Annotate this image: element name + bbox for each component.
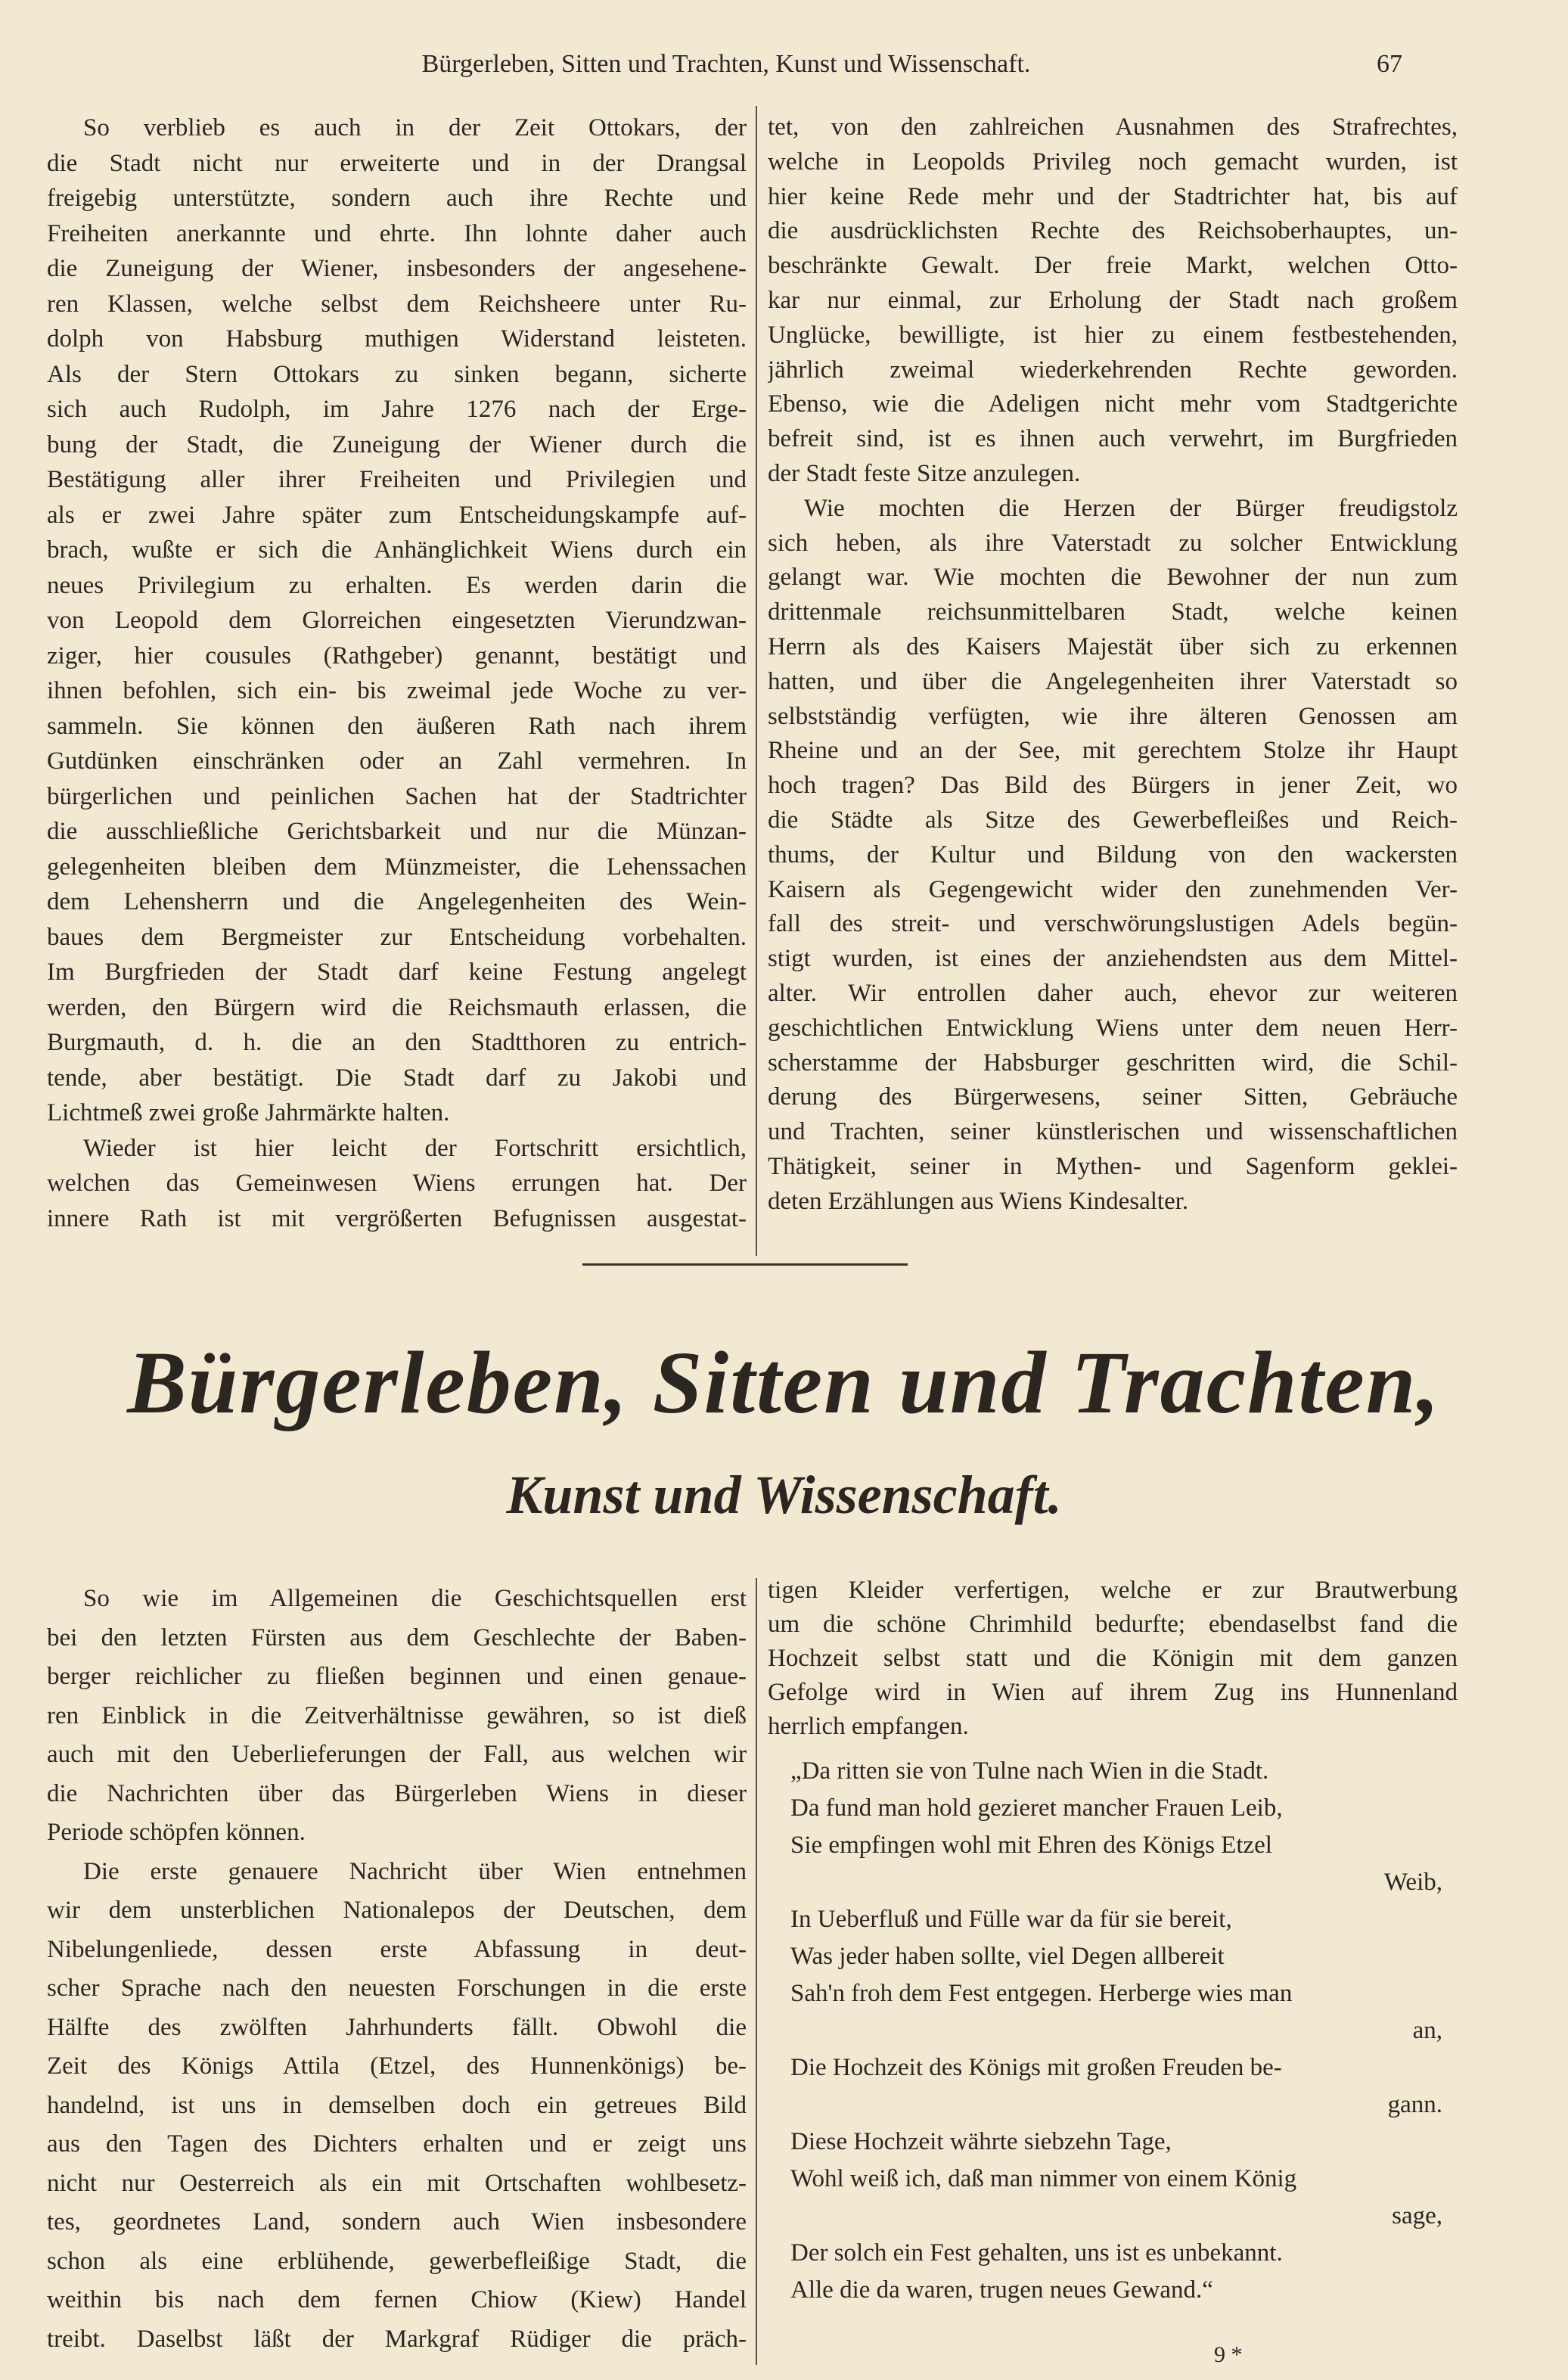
text-line: von Leopold dem Glorreichen eingesetzten Vierundzwan-	[47, 607, 747, 634]
paragraph	[47, 1580, 747, 1853]
text-line: drittenmale reichsunmittelbaren Stadt, welche keinen	[768, 598, 1458, 626]
text-line: jährlich zweimal wiederkehrenden Rechte geworden.	[768, 356, 1458, 384]
text-line: weithin bis nach dem fernen Chiow (Kiew) Handel	[47, 2286, 747, 2313]
text-line: befreit sind, ist es ihnen auch verwehrt, im Burgfrieden	[768, 425, 1458, 453]
text-line: Nibelungenliede, dessen erste Abfassung in deut-	[47, 1935, 747, 1963]
text-line: sich auch Rudolph, im Jahre 1276 nach der Erge-	[47, 396, 747, 423]
column-divider	[756, 106, 757, 1256]
verse-quotation	[768, 1753, 1442, 2309]
text-line: Lichtmeß zwei große Jahrmärkte halten.	[47, 1099, 450, 1126]
text-line: Rheine und an der See, mit gerechtem Stolze ihr Haupt	[768, 737, 1458, 765]
text-line: Burgmauth, d. h. die an den Stadtthoren zu entrich-	[47, 1029, 747, 1056]
text-line: fall des streit- und verschwörungslustigen Adels begün-	[768, 910, 1458, 938]
text-line: alter. Wir entrollen daher auch, ehevor zur weiteren	[768, 979, 1458, 1007]
text-line: gelangt war. Wie mochten die Bewohner der nun zum	[768, 564, 1458, 592]
text-line: derung des Bürgerwesens, seiner Sitten, Gebräuche	[768, 1083, 1458, 1111]
text-line: Der solch ein Fest gehalten, uns ist es unbekannt.	[790, 2239, 1283, 2267]
text-line: an,	[1412, 2017, 1442, 2044]
prose-paragraph	[768, 1574, 1458, 1744]
text-line: handelnd, ist uns in demselben doch ein getreues Bild	[47, 2091, 747, 2119]
text-line: ziger, hier cousules (Rathgeber) genannt, bestätigt und	[47, 642, 747, 670]
text-line: Bestätigung aller ihrer Freiheiten und Privilegien und	[47, 466, 747, 493]
text-line: So wie im Allgemeinen die Geschichtsquellen erst	[83, 1585, 747, 1612]
text-line: thums, der Kultur und Bildung von den wackersten	[768, 840, 1458, 868]
text-line: auch mit den Ueberlieferungen der Fall, aus welchen wir	[47, 1741, 747, 1768]
text-line: In Ueberfluß und Fülle war da für sie bereit,	[790, 1906, 1232, 1933]
text-line: dolph von Habsburg muthigen Widerstand leisteten.	[47, 325, 747, 353]
paragraph	[768, 492, 1458, 1220]
text-line: selbstständig verfügten, wie ihre älteren Genossen am	[768, 702, 1458, 730]
text-line: Diese Hochzeit währte siebzehn Tage,	[790, 2128, 1172, 2155]
text-line: Ebenso, wie die Adeligen nicht mehr vom Stadtgerichte	[768, 390, 1458, 418]
text-line: Gefolge wird in Wien auf ihrem Zug ins Hunnenland	[768, 1679, 1458, 1706]
text-line: welche in Leopolds Privileg noch gemacht wurden, ist	[768, 148, 1458, 176]
text-line: herrlich empfangen.	[768, 1713, 969, 1740]
text-line: stigt wurden, ist eines der anziehendsten aus dem Mittel-	[768, 945, 1458, 973]
text-line: Thätigkeit, seiner in Mythen- und Sagenform geklei-	[768, 1152, 1458, 1180]
text-line: Herrn als des Kaisers Majestät über sich zu erkennen	[768, 632, 1458, 660]
text-line: Periode schöpfen können.	[47, 1819, 306, 1846]
text-line: baues dem Bergmeister zur Entscheidung vorbehalten.	[47, 923, 747, 951]
text-line: Kaisern als Gegengewicht wider den zunehmenden Ver-	[768, 875, 1458, 903]
text-line: der Stadt feste Sitze anzulegen.	[768, 459, 1081, 487]
text-line: dem Lehensherrn und die Angelegenheiten des Wein-	[47, 888, 747, 915]
running-header	[0, 47, 1568, 85]
text-line: bung der Stadt, die Zuneigung der Wiener durch die	[47, 430, 747, 458]
text-line: sich heben, als ihre Vaterstadt zu solcher Entwicklung	[768, 529, 1458, 557]
text-line: ihnen befohlen, sich ein- bis zweimal jede Woche zu ver-	[47, 677, 747, 704]
text-line: scherstamme der Habsburger geschritten wird, die Schil-	[768, 1049, 1458, 1077]
paragraph	[47, 1131, 747, 1237]
text-line: Da fund man hold gezieret mancher Frauen Leib,	[790, 1794, 1283, 1822]
paragraph	[768, 110, 1458, 492]
text-line: treibt. Daselbst läßt der Markgraf Rüdiger die präch-	[47, 2325, 747, 2353]
text-line: die Städte als Sitze des Gewerbefleißes und Reich-	[768, 806, 1458, 834]
text-line: Als der Stern Ottokars zu sinken begann, sicherte	[47, 360, 747, 388]
text-line: innere Rath ist mit vergrößerten Befugnissen ausgestat-	[47, 1204, 747, 1232]
text-line: geschichtlichen Entwicklung Wiens unter dem neuen Herr-	[768, 1014, 1458, 1042]
text-line: So verblieb es auch in der Zeit Ottokars, der	[83, 114, 747, 141]
text-line: brach, wußte er sich die Anhänglichkeit Wiens durch ein	[47, 536, 747, 564]
sheet-signature: 9 *	[1214, 2342, 1243, 2367]
text-line: freigebig unterstützte, sondern auch ihre Rechte und	[47, 185, 747, 212]
text-line: Wohl weiß ich, daß man nimmer von einem König	[790, 2165, 1297, 2192]
section-subtitle: Kunst und Wissenschaft.	[506, 1465, 1062, 1525]
section-title: Bürgerleben, Sitten und Trachten,	[127, 1333, 1441, 1432]
bottom-right-column	[768, 1574, 1458, 2309]
text-line: welchen das Gemeinwesen Wiens errungen hat. Der	[47, 1170, 747, 1197]
text-line: „Da ritten sie von Tulne nach Wien in die Stadt.	[790, 1757, 1269, 1785]
text-line: bei den letzten Fürsten aus dem Geschlechte der Baben-	[47, 1623, 747, 1651]
paragraph	[47, 1853, 747, 2360]
text-line: die Stadt nicht nur erweiterte und in der Drangsal	[47, 149, 747, 177]
text-line: aus den Tagen des Dichters erhalten und er zeigt uns	[47, 2130, 747, 2158]
text-line: Wie mochten die Herzen der Bürger freudigstolz	[804, 494, 1458, 522]
text-line: als er zwei Jahre später zum Entscheidungskampfe auf-	[47, 501, 747, 529]
text-line: hatten, und über die Angelegenheiten ihrer Vaterstadt so	[768, 667, 1458, 695]
top-right-column	[768, 110, 1458, 1220]
text-line: tes, geordnetes Land, sondern auch Wien insbesondere	[47, 2208, 747, 2236]
text-line: Hälfte des zwölften Jahrhunderts fällt. Obwohl die	[47, 2013, 747, 2041]
text-line: Wieder ist hier leicht der Fortschritt ersichtlich,	[83, 1134, 747, 1162]
text-line: die Nachrichten über das Bürgerleben Wiens in dieser	[47, 1779, 747, 1807]
text-line: Sah'n froh dem Fest entgegen. Herberge wies man	[790, 1980, 1293, 2007]
text-line: Die Hochzeit des Königs mit großen Freuden be-	[790, 2054, 1282, 2081]
text-line: bürgerlichen und peinlichen Sachen hat der Stadtrichter	[47, 782, 747, 810]
text-line: beschränkte Gewalt. Der freie Markt, welchen Otto-	[768, 252, 1458, 280]
text-line: ren Klassen, welche selbst dem Reichsheere unter Ru-	[47, 290, 747, 318]
text-line: schon als eine erblühende, gewerbefleißige Stadt, die	[47, 2247, 747, 2275]
text-line: und Trachten, seiner künstlerischen und wissenschaftlichen	[768, 1118, 1458, 1146]
text-line: nicht nur Oesterreich als ein mit Ortschaften wohlbesetz-	[47, 2169, 747, 2197]
text-line: tigen Kleider verfertigen, welche er zur Brautwerbung	[768, 1577, 1458, 1604]
text-line: gelegenheiten bleiben dem Münzmeister, die Lehenssachen	[47, 853, 747, 881]
text-line: Hochzeit selbst statt und die Königin mit dem ganzen	[768, 1645, 1458, 1672]
text-line: werden, den Bürgern wird die Reichsmauth erlassen, die	[47, 993, 747, 1021]
text-line: Gutdünken einschränken oder an Zahl vermehren. In	[47, 747, 747, 775]
text-line: um die schöne Chrimhild bedurfte; ebendaselbst fand die	[768, 1611, 1458, 1638]
text-line: hier keine Rede mehr und der Stadtrichter hat, bis auf	[768, 182, 1458, 210]
text-line: ren Einblick in die Zeitverhältnisse gewähren, so ist dieß	[47, 1701, 747, 1729]
text-line: die ausschließliche Gerichtsbarkeit und nur die Münzan-	[47, 818, 747, 845]
text-line: Zeit des Königs Attila (Etzel, des Hunnenkönigs) be-	[47, 2052, 747, 2080]
text-line: tet, von den zahlreichen Ausnahmen des Strafrechtes,	[768, 113, 1458, 141]
bottom-left-column	[47, 1580, 747, 2359]
text-line: die Zuneigung der Wiener, insbesonders der angesehene-	[47, 255, 747, 282]
text-line: Was jeder haben sollte, viel Degen allbereit	[790, 1943, 1225, 1970]
text-line: hoch tragen? Das Bild des Bürgers in jener Zeit, wo	[768, 772, 1458, 800]
text-line: Im Burgfrieden der Stadt darf keine Festung angelegt	[47, 959, 747, 986]
top-left-column	[47, 110, 747, 1236]
text-line: tende, aber bestätigt. Die Stadt darf zu Jakobi und	[47, 1064, 747, 1092]
text-line: Sie empfingen wohl mit Ehren des Königs Etzel	[790, 1832, 1272, 1859]
paragraph	[47, 110, 747, 1131]
text-line: sammeln. Sie können den äußeren Rath nach ihrem	[47, 712, 747, 740]
text-line: Weib,	[1383, 1869, 1442, 1896]
text-line: gann.	[1387, 2091, 1442, 2118]
text-line: deten Erzählungen aus Wiens Kindesalter.	[768, 1187, 1189, 1215]
section-rule	[582, 1263, 908, 1266]
text-line: neues Privilegium zu erhalten. Es werden darin die	[47, 571, 747, 599]
text-line: wir dem unsterblichen Nationalepos der Deutschen, dem	[47, 1897, 747, 1924]
text-line: die ausdrücklichsten Rechte des Reichsoberhauptes, un-	[768, 217, 1458, 245]
text-line: berger reichlicher zu fließen beginnen und einen genaue-	[47, 1663, 747, 1690]
text-line: scher Sprache nach den neuesten Forschungen in die erste	[47, 1975, 747, 2002]
text-line: Alle die da waren, trugen neues Gewand.“	[790, 2276, 1213, 2304]
text-line: sage,	[1392, 2202, 1442, 2229]
text-line: kar nur einmal, zur Erholung der Stadt nach großem	[768, 286, 1458, 314]
text-line: Freiheiten anerkannte und ehrte. Ihn lohnte daher auch	[47, 219, 747, 247]
text-line: Die erste genauere Nachricht über Wien entnehmen	[83, 1857, 747, 1885]
column-divider	[756, 1578, 757, 2365]
text-line: Unglücke, bewilligte, ist hier zu einem festbestehenden,	[768, 321, 1458, 349]
running-title: Bürgerleben, Sitten und Trachten, Kunst und Wissenschaft.	[421, 50, 1031, 78]
page-number: 67	[1377, 50, 1402, 78]
